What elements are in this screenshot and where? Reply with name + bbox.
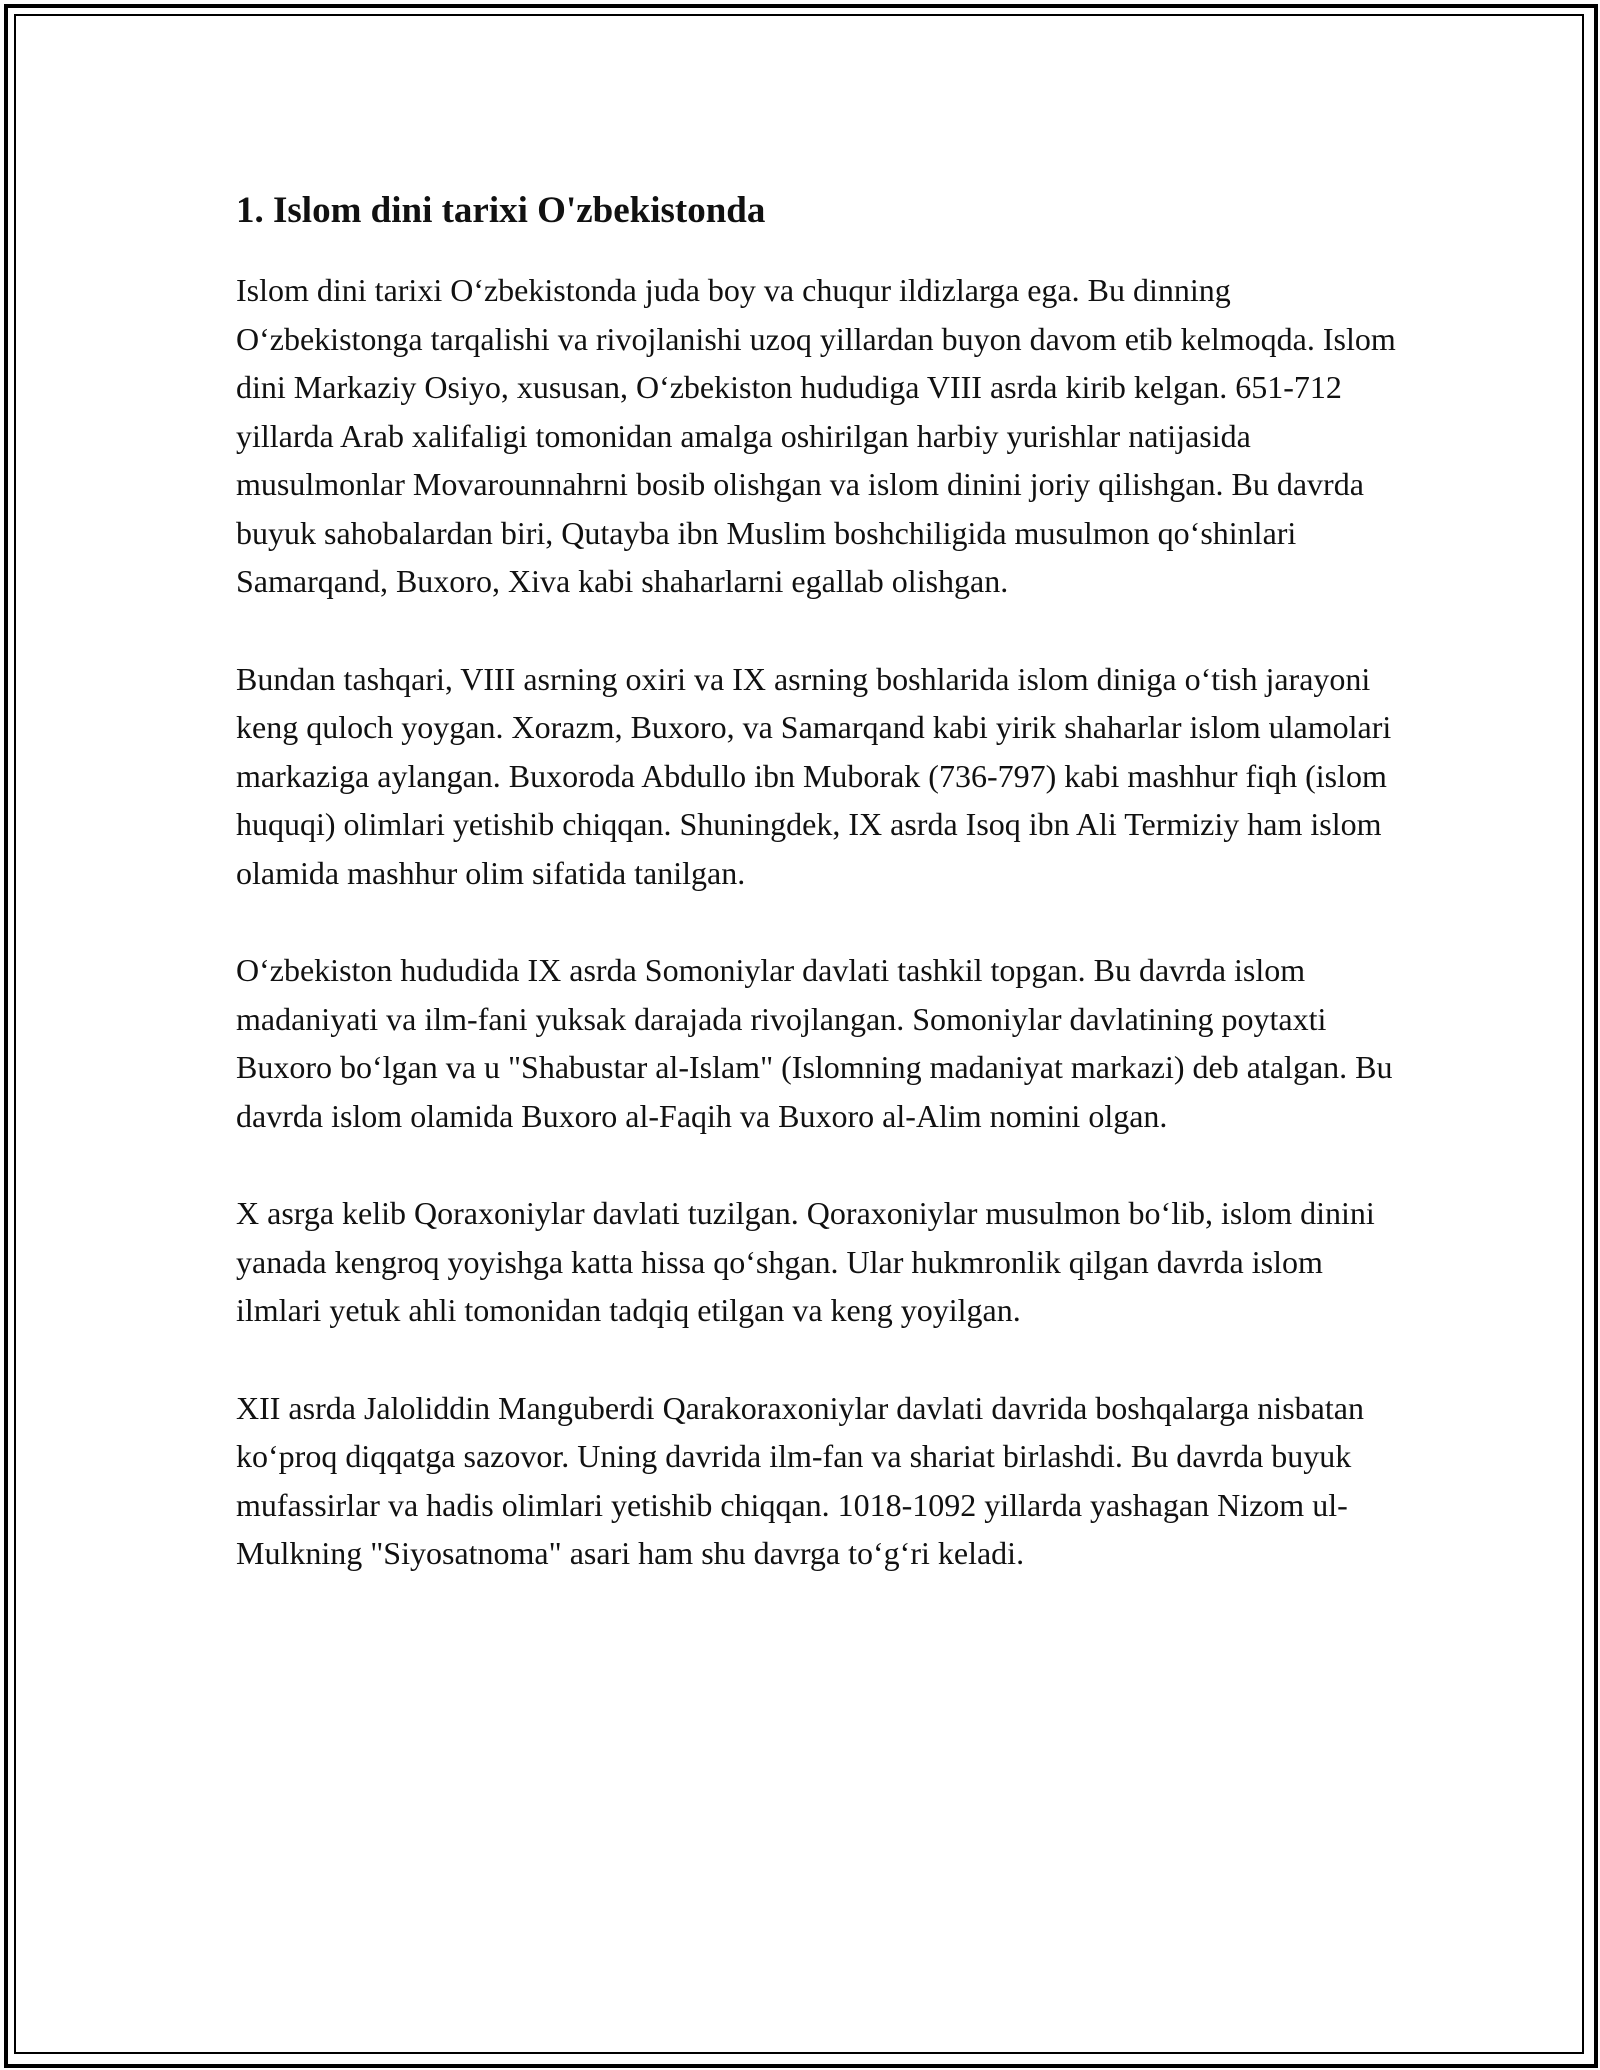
paragraph-2: Bundan tashqari, VIII asrning oxiri va IX asrning boshlarida islom diniga o‘tish jarayoni keng quloch yoygan. Xorazm, Buxoro, va Samarqand kabi yirik shaharlar islom ulamolari markaziga aylangan. Buxoroda Abdullo ibn Muborak (736-797) kabi mashhur fiqh (islom huquqi) olimlari yetishib chiqqan. Shuningdek, IX asrda Isoq ibn Ali Termiziy ham islom olamida mashhur olim sifatida tanilgan.	[236, 660, 1392, 891]
document-body	[236, 186, 1396, 1627]
paragraph-4: X asrga kelib Qoraxoniylar davlati tuzilgan. Qoraxoniylar musulmon bo‘lib, islom dinini yanada kengroq yoyishga katta hissa qo‘shgan. Ular hukmronlik qilgan davrda islom ilmlari yetuk ahli tomonidan tadqiq etilgan va keng yoyilgan.	[236, 1195, 1375, 1328]
paragraph-3: O‘zbekiston hududida IX asrda Somoniylar davlati tashkil topgan. Bu davrda islom madaniyati va ilm-fani yuksak darajada rivojlangan. Somoniylar davlatining poytaxti Buxoro bo‘lgan va u "Shabustar al-Islam" (Islomning madaniyat markazi) deb atalgan. Bu davrda islom olamida Buxoro al-Faqih va Buxoro al-Alim nomini olgan.	[236, 952, 1393, 1134]
paragraph-5: XII asrda Jaloliddin Manguberdi Qarakoraxoniylar davlati davrida boshqalarga nisbatan ko‘proq diqqatga sazovor. Uning davrida ilm-fan va shariat birlashdi. Bu davrda buyuk mufassirlar va hadis olimlari yetishib chiqqan. 1018-1092 yillarda yashagan Nizom ul-Mulkning "Siyosatnoma" asari ham shu davrga to‘g‘ri keladi.	[236, 1389, 1364, 1571]
paragraph-1: Islom dini tarixi O‘zbekistonda juda boy va chuqur ildizlarga ega. Bu dinning O‘zbekistonga tarqalishi va rivojlanishi uzoq yillardan buyon davom etib kelmoqda. Islom dini Markaziy Osiyo, xususan, O‘zbekiston hududiga VIII asrda kirib kelgan. 651-712 yillarda Arab xalifaligi tomonidan amalga oshirilgan harbiy yurishlar natijasida musulmonlar Movarounnahrni bosib olishgan va islom dinini joriy qilishgan. Bu davrda buyuk sahobalardan biri, Qutayba ibn Muslim boshchiligida musulmon qo‘shinlari Samarqand, Buxoro, Xiva kabi shaharlarni egallab olishgan.	[236, 272, 1396, 599]
document-heading: 1. Islom dini tarixi O'zbekistonda	[236, 190, 766, 231]
